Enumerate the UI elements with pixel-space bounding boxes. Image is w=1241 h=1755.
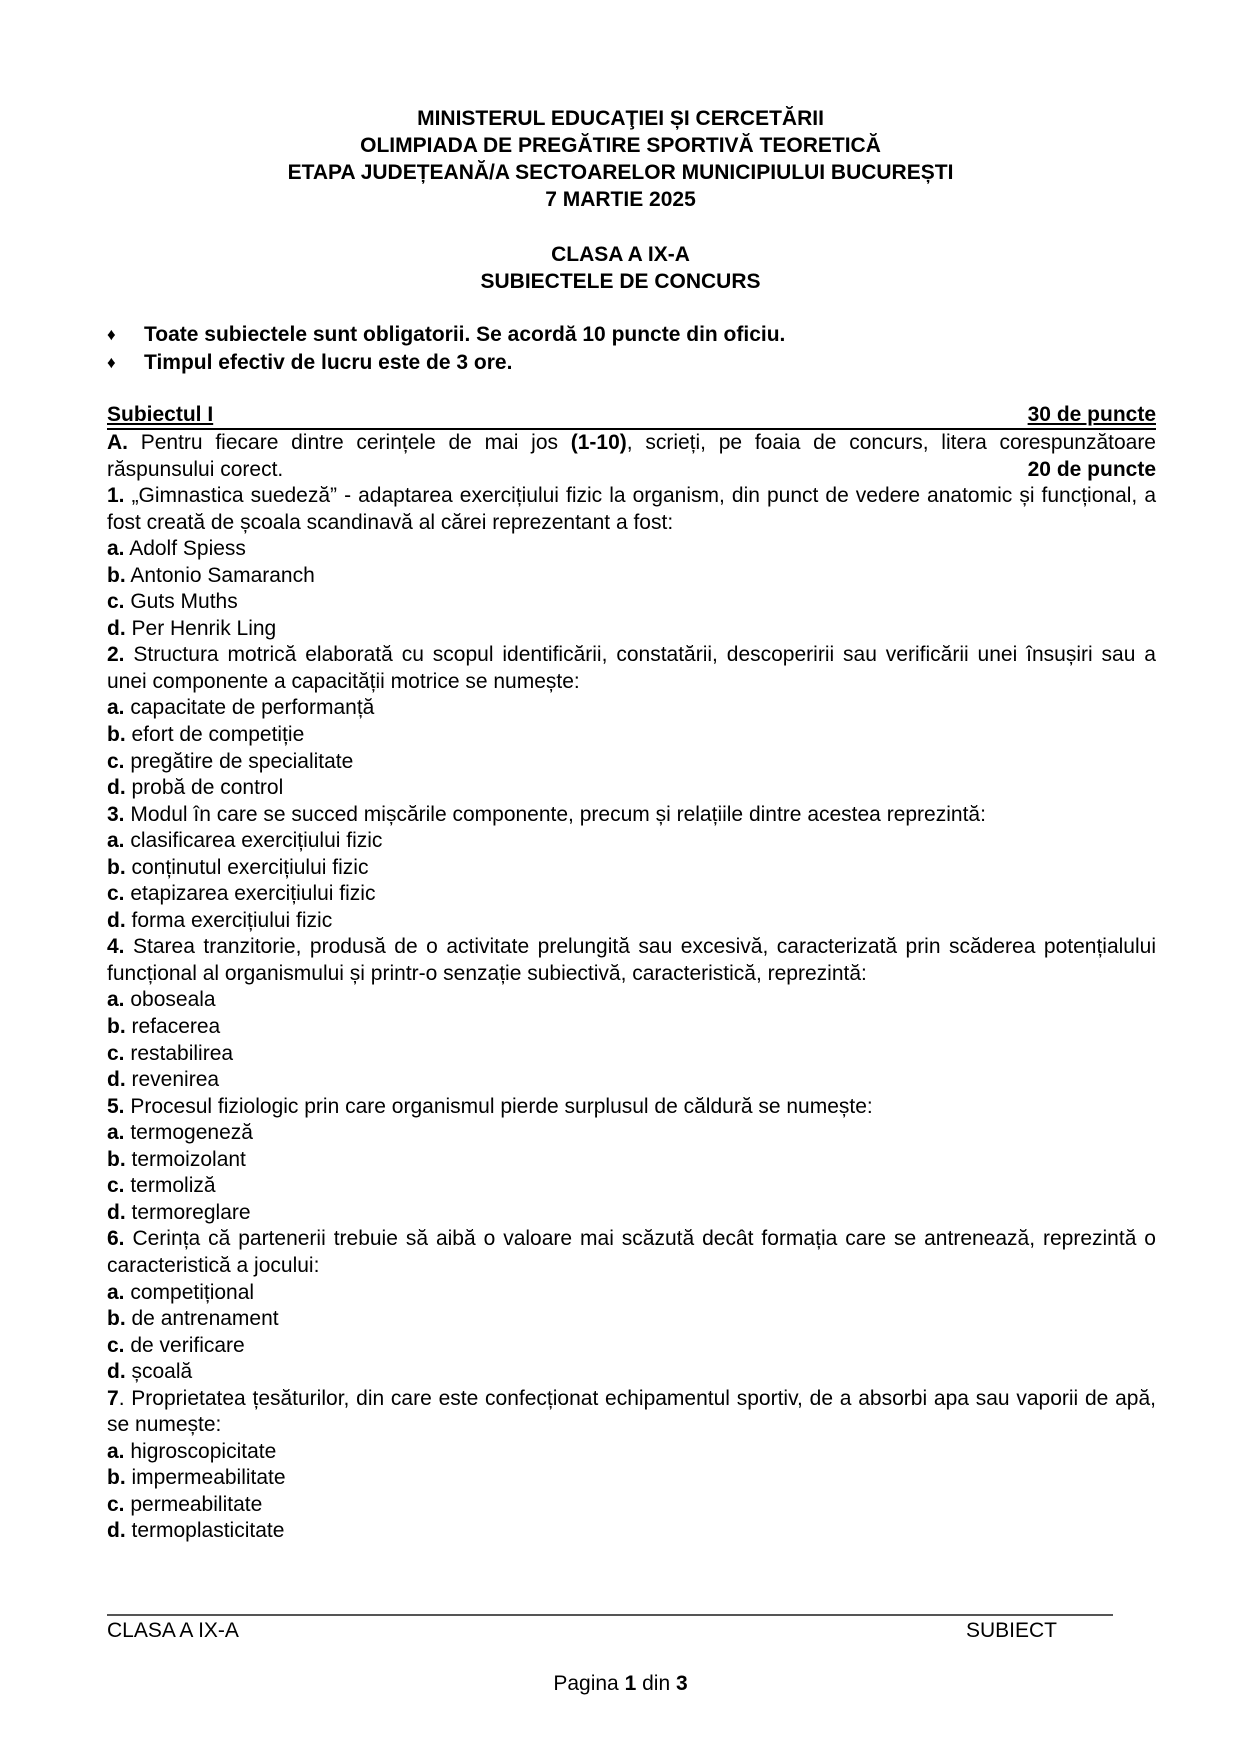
option-letter: d. [107, 616, 126, 640]
option-text: refacerea [125, 1015, 221, 1039]
option-text: oboseala [124, 988, 216, 1012]
answer-option [107, 1518, 1156, 1545]
answer-option [107, 855, 1156, 882]
subject-body [107, 430, 1156, 1545]
question-text: Procesul fiziologic prin care organismul pierde surplusul de căldură se numește: [124, 1094, 873, 1118]
part-a-points: 20 de puncte [1027, 457, 1156, 481]
option-text: de verificare [124, 1333, 245, 1357]
option-text: termogeneză [124, 1121, 253, 1145]
option-letter: b. [107, 1307, 126, 1331]
answer-option [107, 881, 1156, 908]
option-letter: c. [107, 1492, 125, 1516]
option-letter: c. [107, 749, 125, 773]
option-text: termoreglare [125, 1200, 251, 1224]
option-text: restabilirea [124, 1041, 234, 1065]
option-text: conținutul exercițiului fizic [125, 855, 369, 879]
subject-title: Subiectul I [107, 403, 214, 426]
answer-option [107, 722, 1156, 749]
question-text: . Proprietatea țesăturilor, din care este confecționat echipamentul sportiv, de a absorbi apa sau vaporii de apă, se numește: [107, 1386, 1156, 1437]
option-letter: a. [107, 1280, 125, 1304]
option-text: termoliză [124, 1174, 216, 1198]
option-text: competițional [124, 1280, 255, 1304]
option-letter: a. [107, 537, 125, 561]
question-4 [107, 934, 1156, 987]
class-title: CLASA A IX-A [551, 243, 690, 266]
part-a-instruction: A. Pentru fiecare dintre cerințele de mai jos (1-10), scrieți, pe foaia de concurs, litera corespunzătoare răspunsului corect. 20 de puncte [107, 430, 1156, 483]
question-text: Modul în care se succed mișcările componente, precum și relațiile dintre acestea reprezintă: [124, 802, 986, 826]
option-letter: c. [107, 1041, 125, 1065]
option-letter: c. [107, 1333, 125, 1357]
answer-option [107, 1333, 1156, 1360]
question-text: Structura motrică elaborată cu scopul identificării, constatării, descoperirii sau verificării unei însușiri sau a unei componente a capacității motrice se numește: [107, 643, 1156, 693]
option-letter: b. [107, 1147, 126, 1171]
footer-subject: SUBIECT [965, 1619, 1057, 1642]
diamond-bullet-icon: ♦ [107, 353, 116, 372]
option-letter: d. [107, 1360, 126, 1384]
question-5 [107, 1094, 1156, 1121]
answer-option [107, 563, 1156, 590]
option-letter: a. [107, 829, 125, 853]
question-1 [107, 483, 1156, 536]
answer-option [107, 1014, 1156, 1041]
answer-option [107, 828, 1156, 855]
answer-option [107, 695, 1156, 722]
question-number: 1. [107, 484, 125, 508]
option-text: pregătire de specialitate [124, 749, 354, 773]
ministry-title: MINISTERUL EDUCAŢIEI ȘI CERCETĂRII [417, 107, 824, 130]
option-text: impermeabilitate [125, 1466, 286, 1490]
answer-option [107, 616, 1156, 643]
option-letter: d. [107, 1068, 126, 1092]
option-text: capacitate de performanță [124, 696, 375, 720]
question-7 [107, 1386, 1156, 1439]
option-text: termoizolant [125, 1147, 246, 1171]
answer-option [107, 1067, 1156, 1094]
option-letter: b. [107, 1466, 126, 1490]
question-list [107, 483, 1156, 1545]
answer-option [107, 1306, 1156, 1333]
option-text: clasificarea exercițiului fizic [124, 829, 383, 853]
option-letter: a. [107, 1121, 125, 1145]
rule-item: ♦ Timpul efectiv de lucru este de 3 ore. [107, 349, 785, 377]
question-number: 7 [107, 1386, 119, 1410]
answer-option [107, 536, 1156, 563]
option-text: Adolf Spiess [124, 537, 246, 561]
answer-option [107, 1359, 1156, 1386]
option-letter: b. [107, 1015, 126, 1039]
option-letter: d. [107, 1200, 126, 1224]
option-text: revenirea [125, 1068, 220, 1092]
option-text: efort de competiție [125, 723, 305, 747]
footer-divider [107, 1614, 1113, 1616]
subject-points: 30 de puncte [1027, 403, 1156, 426]
subtitle: SUBIECTELE DE CONCURS [480, 270, 761, 293]
option-text: termoplasticitate [125, 1519, 285, 1543]
question-text: Cerința că partenerii trebuie să aibă o valoare mai scăzută decât formația care se antrenează, reprezintă o caracteristică a jocului: [107, 1227, 1156, 1277]
answer-option [107, 908, 1156, 935]
option-letter: d. [107, 776, 126, 800]
question-number: 2. [107, 643, 125, 667]
option-letter: a. [107, 1439, 125, 1463]
answer-option [107, 1041, 1156, 1068]
option-text: etapizarea exercițiului fizic [124, 882, 376, 906]
option-text: Antonio Samaranch [125, 563, 315, 587]
option-text: Per Henrik Ling [125, 616, 277, 640]
answer-option [107, 589, 1156, 616]
answer-option [107, 1120, 1156, 1147]
option-letter: a. [107, 988, 125, 1012]
question-number: 5. [107, 1094, 125, 1118]
option-text: de antrenament [125, 1307, 279, 1331]
question-number: 3. [107, 802, 125, 826]
exam-date: 7 MARTIE 2025 [545, 188, 696, 211]
answer-option [107, 1200, 1156, 1227]
answer-option [107, 1465, 1156, 1492]
question-2 [107, 642, 1156, 695]
subject-heading [107, 402, 1156, 430]
document-header [0, 105, 1241, 213]
answer-option [107, 987, 1156, 1014]
option-letter: d. [107, 908, 126, 932]
rule-item: ♦ Toate subiectele sunt obligatorii. Se acordă 10 puncte din oficiu. [107, 321, 785, 349]
question-6 [107, 1226, 1156, 1279]
question-text: „Gimnastica suedeză” - adaptarea exercițiului fizic la organism, din punct de vedere anatomic și funcțional, a fost creată de școala scandinavă al cărei reprezentant a fost: [107, 484, 1156, 534]
answer-option [107, 1280, 1156, 1307]
option-letter: a. [107, 696, 125, 720]
question-number: 6. [107, 1227, 125, 1251]
option-letter: b. [107, 855, 126, 879]
option-text: higroscopicitate [124, 1439, 277, 1463]
answer-option [107, 1492, 1156, 1519]
option-text: probă de control [125, 776, 284, 800]
answer-option [107, 749, 1156, 776]
question-number: 4. [107, 935, 125, 959]
rules-list [107, 321, 785, 377]
option-letter: c. [107, 882, 125, 906]
class-header [0, 241, 1241, 295]
footer-class: CLASA A IX-A [107, 1619, 239, 1642]
stage-title: ETAPA JUDEȚEANĂ/A SECTOARELOR MUNICIPIULUI BUCUREȘTI [287, 161, 954, 184]
option-letter: b. [107, 723, 126, 747]
answer-option [107, 1147, 1156, 1174]
answer-option [107, 1173, 1156, 1200]
diamond-bullet-icon: ♦ [107, 325, 116, 344]
olympiad-title: OLIMPIADA DE PREGĂTIRE SPORTIVĂ TEORETICĂ [360, 134, 881, 157]
option-text: Guts Muths [124, 590, 238, 614]
option-letter: c. [107, 590, 125, 614]
option-text: forma exercițiului fizic [125, 908, 333, 932]
answer-option [107, 1439, 1156, 1466]
option-letter: d. [107, 1519, 126, 1543]
option-letter: c. [107, 1174, 125, 1198]
page-number: Pagina 1 din 3 [553, 1672, 688, 1695]
question-3 [107, 802, 1156, 829]
option-text: școală [125, 1360, 193, 1384]
option-letter: b. [107, 563, 126, 587]
option-text: permeabilitate [124, 1492, 263, 1516]
answer-option [107, 775, 1156, 802]
question-text: Starea tranzitorie, produsă de o activitate prelungită sau excesivă, caracterizată prin scăderea potențialului funcțional al organismului și printr-o senzație subiectivă, caracteristică, reprezintă: [107, 935, 1156, 985]
